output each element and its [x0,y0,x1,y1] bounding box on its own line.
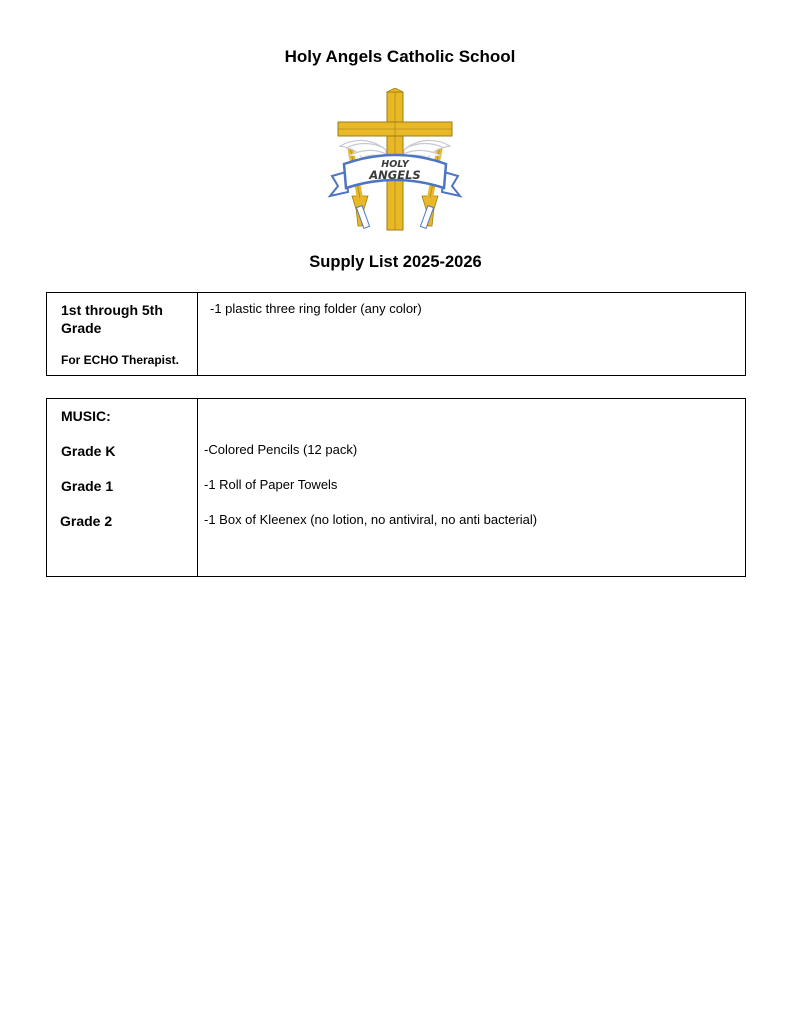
music-grade-1: Grade 1 [61,478,114,494]
music-grade-k: Grade K [61,443,116,459]
music-table [46,398,746,577]
music-item-2: -1 Box of Kleenex (no lotion, no antiviral, no anti bacterial) [204,512,538,527]
echo-item-cell [198,293,746,376]
school-title: Holy Angels Catholic School [284,47,516,66]
echo-note: For ECHO Therapist. [61,353,180,367]
banner-line1: HOLY [381,159,409,170]
music-grade-2: Grade 2 [60,513,113,529]
banner-line2: ANGELS [369,168,421,182]
echo-group-cell [47,293,198,376]
supply-list-title: Supply List 2025-2026 [309,253,482,271]
music-item-k: -Colored Pencils (12 pack) [204,442,358,457]
echo-group-line1: 1st through 5th [61,302,163,318]
music-heading: MUSIC: [61,408,111,424]
table-row [47,293,746,376]
echo-item: -1 plastic three ring folder (any color) [210,301,422,316]
music-grade-cell [47,399,198,577]
school-logo [326,88,464,234]
table-row [47,399,746,577]
music-item-cell [198,399,746,577]
echo-table [46,292,746,376]
echo-group-line2: Grade [61,320,102,336]
music-item-1: -1 Roll of Paper Towels [204,477,338,492]
